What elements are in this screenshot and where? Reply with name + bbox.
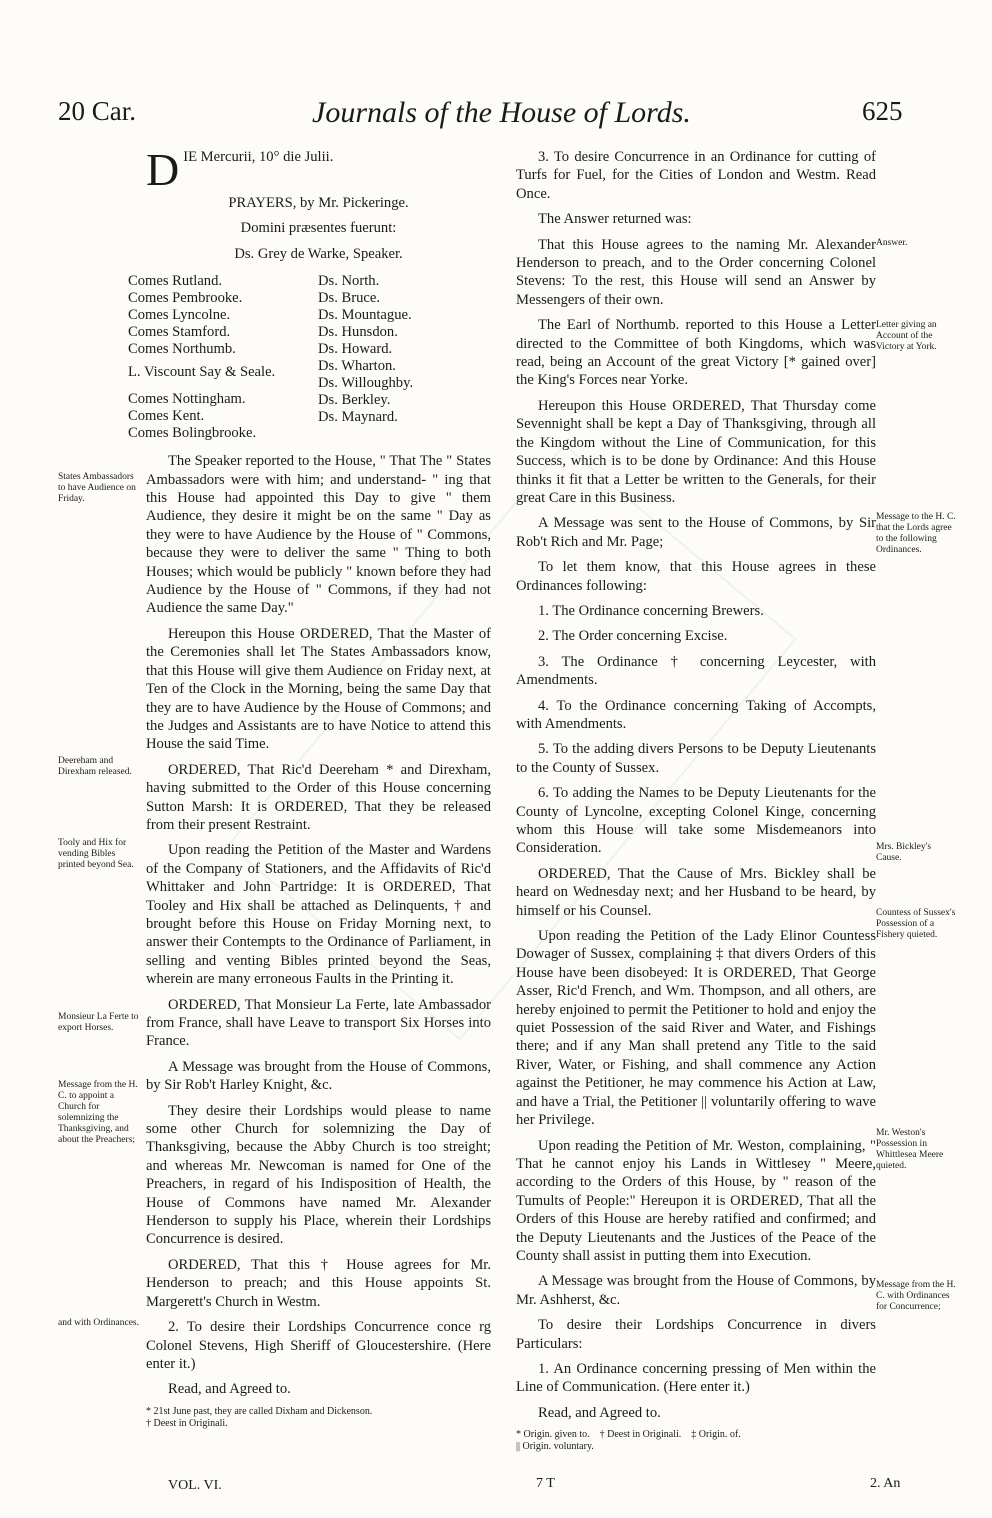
list-item: 3. The Ordinance † concerning Leycester, with Amendments. bbox=[516, 653, 876, 689]
lords-present-list bbox=[128, 273, 491, 442]
paragraph: ORDERED, That the Cause of Mrs. Bickley shall be heard on Wednesday next; and her Husband to be heard, by himself or his Counsel. bbox=[516, 865, 876, 919]
margin-note: Message from the H. C. to appoint a Church for solemnizing the Thanksgiving, and about the Preachers; bbox=[58, 1080, 138, 1145]
paragraph: 1. An Ordinance concerning pressing of Men within the Line of Communication. (Here enter it.) bbox=[516, 1360, 876, 1396]
footnote: * Origin. given to. bbox=[516, 1429, 590, 1441]
paragraph: Hereupon this House ORDERED, That the Master of the Ceremonies shall let The States Ambassadors know, that this House will give them Audience on Friday next, at Ten of the Clock in the Morning, being the same Day that they are to have Audience by the House of Commons; and the Judges and Assistants are to have Notice to attend this House the said Time. bbox=[146, 625, 491, 753]
footnote: ‡ Origin. of. bbox=[691, 1429, 741, 1441]
drop-cap: D bbox=[146, 144, 180, 195]
left-column bbox=[128, 144, 491, 1430]
paragraph: ORDERED, That Ric'd Deereham * and Direxham, having submitted to the Order of this House concerning Sutton Marsh: It is ORDERED, That they be released from their present Restraint. bbox=[146, 761, 491, 833]
footnote: || Origin. voluntary. bbox=[516, 1441, 594, 1453]
paragraph: Upon reading the Petition of the Lady Elinor Countess Dowager of Sussex, complaining ‡ that divers Orders of this House have been disobeyed: It is ORDERED, That George Asser, Ric'd French, and Wm. Thompson, and all others, are hereby enjoined to permit the Petitioner to hold and enjoy the quiet Possession of the said River and Water, and Fishings there; and if any Man shall pretend any Title to the said River, Water, or Fishing, and shall commence any Action against the Petitioner, he may commence his Action at Law, and have a Trial, the Petitioner || voluntarily offering to wave her Privilege. bbox=[516, 928, 876, 1129]
signature-mark: 7 T bbox=[536, 1476, 555, 1491]
margin-note: Mrs. Bickley's Cause. bbox=[876, 842, 932, 863]
list-item: 1. The Ordinance concerning Brewers. bbox=[538, 602, 764, 619]
list-item: 2. The Order concerning Excise. bbox=[538, 628, 728, 645]
margin-note: Monsieur La Ferte to export Horses. bbox=[58, 1012, 139, 1033]
paragraph: 3. To desire Concurrence in an Ordinance for cutting of Turfs for Fuel, for the Cities of London and Westm. Read Once. bbox=[516, 149, 876, 202]
speaker-line: Ds. Grey de Warke, Speaker. bbox=[234, 245, 403, 262]
margin-note: Countess of Sussex's Possession of a Fishery quieted. bbox=[876, 908, 956, 940]
margin-note: States Ambassadors to have Audience on Friday. bbox=[58, 472, 136, 504]
margin-note: Letter giving an Account of the Victory at York. bbox=[876, 320, 937, 352]
paragraph: Upon reading the Petition of the Master and Wardens of the Company of Stationers, and the Affidavits of Ric'd Whittaker and John Partridge: It is ORDERED, That Tooley and Hix shall be attached as Delinquents, † and brought before this House on Friday Morning next, to answer their Contempts to the Ordinance of Parliament, in selling and venting Bibles printed beyond the Seas, wherein are many erroneous Faults in the Printing it. bbox=[146, 842, 491, 988]
list-item: 6. To adding the Names to be Deputy Lieutenants for the County of Lyncolne, excepting Colonel Kinge, concerning whom this House will take some Misdemeanors into Consideration. bbox=[516, 785, 876, 857]
paragraph: Upon reading the Petition of Mr. Weston, complaining, " That he cannot enjoy his Lands in Wittlesey " Meere, according to the Orders of this House, by " reason of the Tumults of People:" Hereupon it is ORDERED, That all the Orders of this House are hereby ratified and confirmed; and the Deputy Lieutenants and the Justices of the Peace of the County shall assist in putting them into Execution. bbox=[516, 1137, 876, 1264]
footnote: † Deest in Originali. bbox=[146, 1417, 228, 1429]
paragraph: A Message was sent to the House of Commons, by Sir Rob't Rich and Mr. Page; bbox=[516, 515, 876, 550]
paragraph: A Message was brought from the House of Commons, by Mr. Ashherst, &c. bbox=[516, 1273, 876, 1308]
journal-title: Journals of the House of Lords. bbox=[312, 96, 691, 129]
footnote: † Deest in Originali. bbox=[599, 1429, 682, 1441]
paragraph: Read, and Agreed to. bbox=[168, 1381, 291, 1398]
page-header bbox=[0, 96, 992, 136]
footnotes bbox=[516, 1429, 876, 1453]
paragraph: The Earl of Northumb. reported to this House a Letter directed to the Committee of both Kingdoms, which was read, being an Account of the great Victory [* gained over] the King's Forces near Yorke. bbox=[516, 317, 876, 389]
paragraph: That this House agrees to the naming Mr. Alexander Henderson to preach, and to the Order concerning Colonel Stevens: To the rest, this House will send an Answer by Messengers of their own. bbox=[516, 236, 876, 308]
margin-note: Deereham and Direxham released. bbox=[58, 756, 132, 777]
margin-note: Answer. bbox=[876, 238, 908, 248]
page-number: 625 bbox=[862, 96, 903, 126]
footnote: * 21st June past, they are called Dixham and Dickenson. bbox=[146, 1405, 373, 1417]
paragraph: ORDERED, That this † House agrees for Mr. Henderson to preach; and this House appoints St. Margerett's Church in Westm. bbox=[146, 1256, 491, 1310]
paragraph: 2. To desire their Lordships Concurrence conce rg Colonel Stevens, High Sheriff of Gloucestershire. (Here enter it.) bbox=[146, 1319, 491, 1372]
paragraph: The Answer returned was: bbox=[538, 211, 692, 228]
margin-note: Message from the H. C. with Ordinances for Concurrence; bbox=[876, 1280, 956, 1312]
paragraph: Hereupon this House ORDERED, That Thursday come Sevennight shall be kept a Day of Thanksgiving, through all the Kingdom without the Line of Communication, for this Success, which is to be done by Ordinance: And this House thinks it fit that a Letter be written to the Generals, for their great Care in this Business. bbox=[516, 397, 876, 506]
paragraph: ORDERED, That Monsieur La Ferte, late Ambassador from France, shall have Leave to transport Six Horses into France. bbox=[146, 996, 491, 1050]
paragraph: Read, and Agreed to. bbox=[538, 1404, 661, 1421]
volume-label: VOL. VI. bbox=[168, 1478, 222, 1493]
margin-note: and with Ordinances. bbox=[58, 1318, 139, 1328]
catchword: 2. An bbox=[870, 1476, 901, 1491]
paragraph: To desire their Lordships Concurrence in divers Particulars: bbox=[516, 1317, 876, 1352]
margin-note: Mr. Weston's Possession in Whittlesea Meere quieted. bbox=[876, 1128, 944, 1171]
lords-list-b: Ds. North. Ds. Bruce. Ds. Mountague. Ds. Hunsdon. Ds. Howard. Ds. Wharton. Ds. Willoughby. Ds. Berkley. Ds. Maynard. bbox=[318, 273, 414, 426]
paragraph: They desire their Lordships would please to name some other Church for solemnizing the Day of Thanksgiving, because the Abby Church is too streight; and whereas Mr. Newcoman is named for One of the Preachers, in regard of his Indisposition of Health, the House of Commons have named Mr. Alexander Henderson to supply his Place, wherein their Lordships Concurrence is desired. bbox=[146, 1102, 491, 1248]
date-line: DIE Mercurii, 10° die Julii. bbox=[146, 144, 334, 195]
regnal-year: 20 Car. bbox=[58, 96, 136, 126]
paragraph: A Message was brought from the House of Commons, by Sir Rob't Harley Knight, &c. bbox=[146, 1058, 491, 1094]
paragraph: The Speaker reported to the House, " That The " States Ambassadors were with him; and understand- " ing that this House had appointed this Day to give " them Audience, they desire it might be on the same " Day as they were to have Audience by the House of " Commons, because they were to deliver the same " Thing to both Houses; which would be publicly " known before they had Audience by the House of " Commons, if they had not Audience the same Day." bbox=[146, 453, 491, 617]
list-item: 5. To the adding divers Persons to be Deputy Lieutenants to the County of Sussex. bbox=[516, 741, 876, 776]
right-column bbox=[516, 148, 876, 1453]
margin-note: Message to the H. C. that the Lords agree to the following Ordinances. bbox=[876, 512, 956, 555]
lords-list-a: Comes Rutland. Comes Pembrooke. Comes Lyncolne. Comes Stamford. Comes Northumb. L. Viscount Say & Seale. Comes Nottingham. Comes Kent. Comes Bolingbrooke. bbox=[128, 273, 276, 442]
present-line: Domini præsentes fuerunt: bbox=[240, 220, 397, 237]
prayers-line: PRAYERS, by Mr. Pickeringe. bbox=[228, 195, 409, 211]
paragraph: To let them know, that this House agrees in these Ordinances following: bbox=[516, 559, 876, 594]
margin-note: Tooly and Hix for vending Bibles printed beyond Sea. bbox=[58, 838, 134, 870]
list-item: 4. To the Ordinance concerning Taking of Accompts, with Amendments. bbox=[516, 697, 876, 732]
